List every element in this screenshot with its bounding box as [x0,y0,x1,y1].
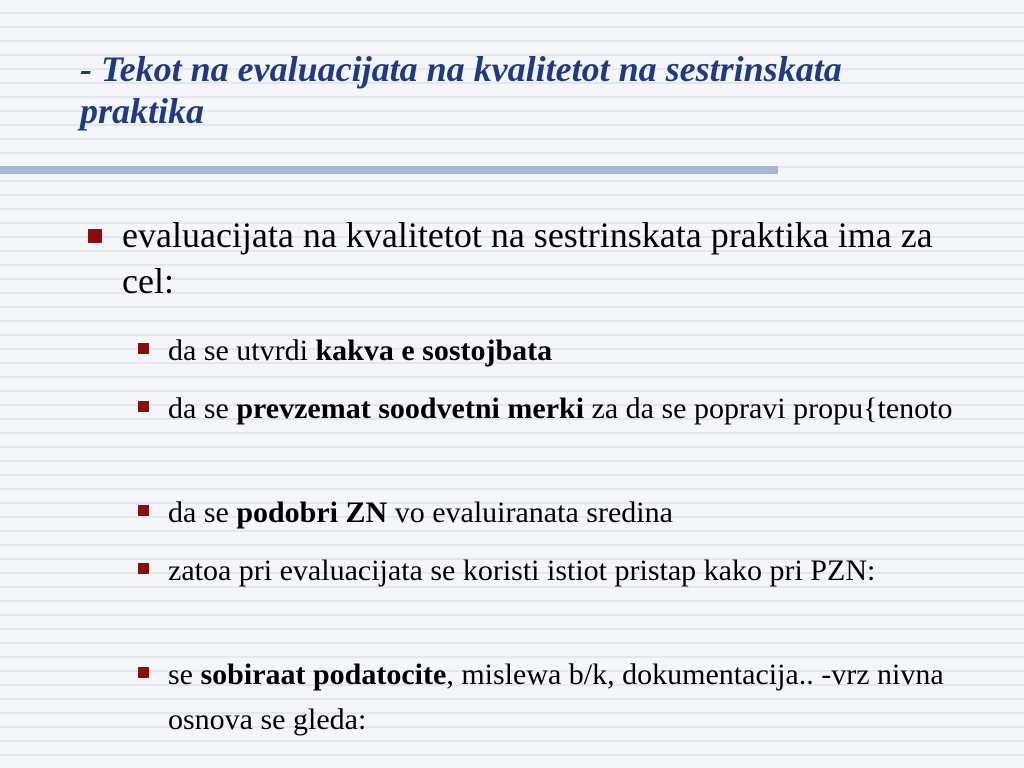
title-underline [0,166,778,174]
sub-bullet-text [168,490,1008,535]
sub-bullet-text [168,328,1008,373]
item-text-bold: sobiraat podatocite [200,658,447,691]
square-bullet-icon [138,563,149,574]
sub-bullet-item [138,386,1008,431]
item-text-plain: da se [168,496,237,529]
sub-bullet-item [138,328,1008,373]
item-text-plain: , mislewa b/k, dokumentacija.. -vrz nivna osnova se gleda: [168,658,944,736]
square-bullet-icon [138,343,149,354]
item-text-plain: za da se popravi propu{tenoto [584,392,953,425]
item-text-plain: zatoa pri evaluacijata se koristi istiot pristap kako pri PZN: [168,554,876,587]
sub-bullet-item [138,652,1008,742]
item-text-bold: kakva e sostojbata [315,334,553,367]
square-bullet-icon [88,229,102,243]
sub-bullet-text [168,548,1008,593]
item-text-plain: se [168,658,201,691]
sub-bullet-item [138,490,1008,535]
item-text-bold: prevzemat soodvetni merki [236,392,585,425]
item-text-plain: da se utvrdi [168,334,316,367]
item-text-bold: podobri ZN [236,496,388,529]
sub-bullet-text [168,652,1008,742]
sub-bullet-item [138,548,1008,593]
main-bullet-item [88,212,968,304]
square-bullet-icon [138,401,149,412]
square-bullet-icon [138,667,149,678]
item-text-plain: da se [168,392,237,425]
sub-bullet-text [168,386,1008,431]
item-text-plain: vo evaluiranata sredina [387,496,673,529]
main-bullet-text: evaluacijata na kvalitetot na sestrinskata praktika ima za cel: [122,215,933,301]
slide-title: - Tekot na evaluacijata na kvalitetot na sestrinskata praktika [80,49,842,131]
square-bullet-icon [138,505,149,516]
